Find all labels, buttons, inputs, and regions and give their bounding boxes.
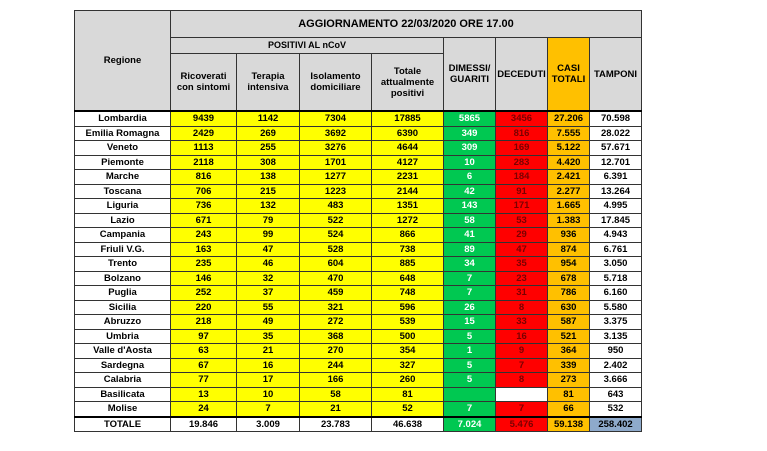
cell-isolamento: 459 xyxy=(300,286,372,301)
cell-totale: 539 xyxy=(372,315,444,330)
cell-isolamento: 21 xyxy=(300,402,372,417)
header-ricoverati: Ricoverati con sintomi xyxy=(171,54,237,112)
cell-isolamento: 1701 xyxy=(300,155,372,170)
cell-totale: 500 xyxy=(372,329,444,344)
cell-terapia: 308 xyxy=(237,155,300,170)
cell-regione: Molise xyxy=(75,402,171,417)
header-tamponi: TAMPONI xyxy=(590,38,642,112)
cell-totale: 52 xyxy=(372,402,444,417)
cell-isolamento: 58 xyxy=(300,387,372,402)
cell-tamponi: 3.135 xyxy=(590,329,642,344)
cell-isolamento: 483 xyxy=(300,199,372,214)
cell-terapia: 32 xyxy=(237,271,300,286)
table-row xyxy=(75,242,642,257)
cell-isolamento: 1277 xyxy=(300,170,372,185)
cell-casi: 2.277 xyxy=(548,184,590,199)
cell-casi: 1.383 xyxy=(548,213,590,228)
cell-casi: 954 xyxy=(548,257,590,272)
cell-dimessi: 89 xyxy=(444,242,496,257)
table-row xyxy=(75,184,642,199)
cell-terapia: 16 xyxy=(237,358,300,373)
cell-isolamento: 270 xyxy=(300,344,372,359)
header-casi-totali: CASI TOTALI xyxy=(548,38,590,112)
table-row xyxy=(75,402,642,417)
cell-regione: Valle d'Aosta xyxy=(75,344,171,359)
cell-terapia: 1142 xyxy=(237,111,300,126)
cell-regione: Veneto xyxy=(75,141,171,156)
table-row xyxy=(75,141,642,156)
cell-isolamento: 528 xyxy=(300,242,372,257)
cell-dimessi: 7 xyxy=(444,286,496,301)
table-row xyxy=(75,300,642,315)
cell-regione: Puglia xyxy=(75,286,171,301)
cell-terapia: 255 xyxy=(237,141,300,156)
cell-deceduti: 3456 xyxy=(496,111,548,126)
cell-dimessi: 26 xyxy=(444,300,496,315)
cell-totale: 866 xyxy=(372,228,444,243)
cell-casi: 587 xyxy=(548,315,590,330)
cell-totale: 327 xyxy=(372,358,444,373)
header-regione: Regione xyxy=(75,11,171,112)
cell-deceduti: 91 xyxy=(496,184,548,199)
cell-regione: Trento xyxy=(75,257,171,272)
cell-regione: Emilia Romagna xyxy=(75,126,171,141)
cell-deceduti: 35 xyxy=(496,257,548,272)
cell-casi: 66 xyxy=(548,402,590,417)
cell-totale: 1351 xyxy=(372,199,444,214)
cell-tamponi: 643 xyxy=(590,387,642,402)
total-ricoverati: 19.846 xyxy=(171,417,237,432)
cell-totale: 2144 xyxy=(372,184,444,199)
cell-isolamento: 7304 xyxy=(300,111,372,126)
cell-totale: 748 xyxy=(372,286,444,301)
cell-regione: Toscana xyxy=(75,184,171,199)
cell-casi: 874 xyxy=(548,242,590,257)
table-row xyxy=(75,257,642,272)
cell-tamponi: 950 xyxy=(590,344,642,359)
cell-tamponi: 4.995 xyxy=(590,199,642,214)
cell-terapia: 46 xyxy=(237,257,300,272)
cell-dimessi: 58 xyxy=(444,213,496,228)
cell-tamponi: 6.391 xyxy=(590,170,642,185)
table-row xyxy=(75,286,642,301)
cell-casi: 630 xyxy=(548,300,590,315)
cell-ricoverati: 63 xyxy=(171,344,237,359)
table-row xyxy=(75,199,642,214)
table-row xyxy=(75,111,642,126)
cell-terapia: 99 xyxy=(237,228,300,243)
cell-tamponi: 2.402 xyxy=(590,358,642,373)
cell-regione: Umbria xyxy=(75,329,171,344)
cell-totale: 4644 xyxy=(372,141,444,156)
cell-totale: 81 xyxy=(372,387,444,402)
cell-totale: 885 xyxy=(372,257,444,272)
cell-regione: Campania xyxy=(75,228,171,243)
cell-totale: 354 xyxy=(372,344,444,359)
cell-regione: Basilicata xyxy=(75,387,171,402)
table-row xyxy=(75,213,642,228)
cell-dimessi: 5865 xyxy=(444,111,496,126)
cell-terapia: 215 xyxy=(237,184,300,199)
cell-isolamento: 524 xyxy=(300,228,372,243)
cell-casi: 2.421 xyxy=(548,170,590,185)
header-dimessi: DIMESSI/ GUARITI xyxy=(444,38,496,112)
table-body xyxy=(75,111,642,432)
cell-dimessi: 349 xyxy=(444,126,496,141)
cell-ricoverati: 671 xyxy=(171,213,237,228)
header-deceduti: DECEDUTI xyxy=(496,38,548,112)
cell-ricoverati: 816 xyxy=(171,170,237,185)
cell-dimessi: 42 xyxy=(444,184,496,199)
cell-ricoverati: 252 xyxy=(171,286,237,301)
cell-deceduti: 283 xyxy=(496,155,548,170)
cell-dimessi: 1 xyxy=(444,344,496,359)
cell-ricoverati: 220 xyxy=(171,300,237,315)
cell-totale: 596 xyxy=(372,300,444,315)
cell-totale: 260 xyxy=(372,373,444,388)
cell-dimessi: 10 xyxy=(444,155,496,170)
cell-deceduti xyxy=(496,387,548,402)
total-tamponi: 258.402 xyxy=(590,417,642,432)
cell-tamponi: 28.022 xyxy=(590,126,642,141)
cell-deceduti: 53 xyxy=(496,213,548,228)
cell-totale: 17885 xyxy=(372,111,444,126)
cell-casi: 364 xyxy=(548,344,590,359)
cell-totale: 2231 xyxy=(372,170,444,185)
cell-casi: 678 xyxy=(548,271,590,286)
cell-totale: 6390 xyxy=(372,126,444,141)
cell-isolamento: 522 xyxy=(300,213,372,228)
cell-dimessi: 143 xyxy=(444,199,496,214)
header-isolamento: Isolamento domiciliare xyxy=(300,54,372,112)
cell-terapia: 17 xyxy=(237,373,300,388)
cell-totale: 738 xyxy=(372,242,444,257)
table-row xyxy=(75,344,642,359)
cell-terapia: 47 xyxy=(237,242,300,257)
covid-table-container xyxy=(74,10,642,432)
cell-terapia: 269 xyxy=(237,126,300,141)
total-isolamento: 23.783 xyxy=(300,417,372,432)
cell-deceduti: 47 xyxy=(496,242,548,257)
cell-terapia: 7 xyxy=(237,402,300,417)
cell-ricoverati: 1113 xyxy=(171,141,237,156)
table-row xyxy=(75,329,642,344)
cell-ricoverati: 218 xyxy=(171,315,237,330)
cell-isolamento: 166 xyxy=(300,373,372,388)
cell-tamponi: 57.671 xyxy=(590,141,642,156)
cell-tamponi: 6.160 xyxy=(590,286,642,301)
cell-dimessi: 5 xyxy=(444,373,496,388)
cell-dimessi: 5 xyxy=(444,329,496,344)
cell-tamponi: 12.701 xyxy=(590,155,642,170)
cell-dimessi: 34 xyxy=(444,257,496,272)
cell-casi: 7.555 xyxy=(548,126,590,141)
total-dimessi: 7.024 xyxy=(444,417,496,432)
cell-isolamento: 272 xyxy=(300,315,372,330)
cell-tamponi: 4.943 xyxy=(590,228,642,243)
cell-ricoverati: 13 xyxy=(171,387,237,402)
table-row xyxy=(75,358,642,373)
cell-deceduti: 7 xyxy=(496,358,548,373)
header-terapia: Terapia intensiva xyxy=(237,54,300,112)
cell-isolamento: 604 xyxy=(300,257,372,272)
cell-casi: 339 xyxy=(548,358,590,373)
cell-casi: 273 xyxy=(548,373,590,388)
cell-casi: 936 xyxy=(548,228,590,243)
cell-deceduti: 9 xyxy=(496,344,548,359)
cell-dimessi: 6 xyxy=(444,170,496,185)
cell-isolamento: 3276 xyxy=(300,141,372,156)
total-deceduti: 5.476 xyxy=(496,417,548,432)
total-terapia: 3.009 xyxy=(237,417,300,432)
cell-deceduti: 171 xyxy=(496,199,548,214)
cell-dimessi: 15 xyxy=(444,315,496,330)
cell-totale: 1272 xyxy=(372,213,444,228)
cell-ricoverati: 163 xyxy=(171,242,237,257)
table-row xyxy=(75,126,642,141)
total-row xyxy=(75,417,642,432)
cell-regione: Calabria xyxy=(75,373,171,388)
cell-isolamento: 1223 xyxy=(300,184,372,199)
cell-deceduti: 8 xyxy=(496,373,548,388)
cell-ricoverati: 97 xyxy=(171,329,237,344)
cell-deceduti: 33 xyxy=(496,315,548,330)
cell-tamponi: 5.718 xyxy=(590,271,642,286)
cell-casi: 521 xyxy=(548,329,590,344)
cell-regione: Marche xyxy=(75,170,171,185)
cell-tamponi: 3.375 xyxy=(590,315,642,330)
cell-tamponi: 532 xyxy=(590,402,642,417)
cell-dimessi: 309 xyxy=(444,141,496,156)
cell-casi: 27.206 xyxy=(548,111,590,126)
cell-deceduti: 31 xyxy=(496,286,548,301)
cell-ricoverati: 736 xyxy=(171,199,237,214)
cell-tamponi: 3.050 xyxy=(590,257,642,272)
total-totale: 46.638 xyxy=(372,417,444,432)
cell-terapia: 55 xyxy=(237,300,300,315)
table-row xyxy=(75,170,642,185)
header-totale-positivi: Totale attualmente positivi xyxy=(372,54,444,112)
cell-ricoverati: 67 xyxy=(171,358,237,373)
cell-terapia: 35 xyxy=(237,329,300,344)
cell-isolamento: 321 xyxy=(300,300,372,315)
cell-casi: 4.420 xyxy=(548,155,590,170)
cell-tamponi: 6.761 xyxy=(590,242,642,257)
cell-deceduti: 23 xyxy=(496,271,548,286)
cell-isolamento: 3692 xyxy=(300,126,372,141)
cell-dimessi xyxy=(444,387,496,402)
cell-dimessi: 7 xyxy=(444,402,496,417)
cell-tamponi: 70.598 xyxy=(590,111,642,126)
cell-terapia: 79 xyxy=(237,213,300,228)
cell-regione: Sicilia xyxy=(75,300,171,315)
cell-isolamento: 244 xyxy=(300,358,372,373)
cell-ricoverati: 706 xyxy=(171,184,237,199)
cell-terapia: 10 xyxy=(237,387,300,402)
cell-deceduti: 8 xyxy=(496,300,548,315)
cell-casi: 786 xyxy=(548,286,590,301)
cell-dimessi: 41 xyxy=(444,228,496,243)
cell-isolamento: 470 xyxy=(300,271,372,286)
cell-regione: Piemonte xyxy=(75,155,171,170)
header-positivi-group: POSITIVI AL nCoV xyxy=(171,38,444,54)
table-title: AGGIORNAMENTO 22/03/2020 ORE 17.00 xyxy=(171,11,642,38)
cell-dimessi: 7 xyxy=(444,271,496,286)
cell-regione: Sardegna xyxy=(75,358,171,373)
cell-tamponi: 17.845 xyxy=(590,213,642,228)
cell-regione: Abruzzo xyxy=(75,315,171,330)
covid-regions-table xyxy=(74,10,642,432)
cell-ricoverati: 77 xyxy=(171,373,237,388)
table-row xyxy=(75,155,642,170)
cell-terapia: 132 xyxy=(237,199,300,214)
cell-tamponi: 5.580 xyxy=(590,300,642,315)
cell-deceduti: 16 xyxy=(496,329,548,344)
table-row xyxy=(75,387,642,402)
cell-terapia: 49 xyxy=(237,315,300,330)
table-row xyxy=(75,373,642,388)
total-casi: 59.138 xyxy=(548,417,590,432)
table-row xyxy=(75,315,642,330)
cell-regione: Bolzano xyxy=(75,271,171,286)
cell-terapia: 37 xyxy=(237,286,300,301)
cell-ricoverati: 2118 xyxy=(171,155,237,170)
cell-tamponi: 3.666 xyxy=(590,373,642,388)
total-label: TOTALE xyxy=(75,417,171,432)
cell-casi: 81 xyxy=(548,387,590,402)
cell-deceduti: 184 xyxy=(496,170,548,185)
cell-regione: Lombardia xyxy=(75,111,171,126)
cell-totale: 4127 xyxy=(372,155,444,170)
cell-ricoverati: 243 xyxy=(171,228,237,243)
cell-dimessi: 5 xyxy=(444,358,496,373)
cell-tamponi: 13.264 xyxy=(590,184,642,199)
table-row xyxy=(75,271,642,286)
cell-casi: 1.665 xyxy=(548,199,590,214)
cell-ricoverati: 24 xyxy=(171,402,237,417)
cell-isolamento: 368 xyxy=(300,329,372,344)
cell-totale: 648 xyxy=(372,271,444,286)
cell-ricoverati: 146 xyxy=(171,271,237,286)
cell-terapia: 138 xyxy=(237,170,300,185)
cell-deceduti: 29 xyxy=(496,228,548,243)
cell-casi: 5.122 xyxy=(548,141,590,156)
cell-deceduti: 816 xyxy=(496,126,548,141)
cell-deceduti: 7 xyxy=(496,402,548,417)
cell-regione: Liguria xyxy=(75,199,171,214)
cell-ricoverati: 2429 xyxy=(171,126,237,141)
cell-terapia: 21 xyxy=(237,344,300,359)
table-row xyxy=(75,228,642,243)
cell-ricoverati: 235 xyxy=(171,257,237,272)
cell-deceduti: 169 xyxy=(496,141,548,156)
cell-regione: Friuli V.G. xyxy=(75,242,171,257)
cell-ricoverati: 9439 xyxy=(171,111,237,126)
cell-regione: Lazio xyxy=(75,213,171,228)
